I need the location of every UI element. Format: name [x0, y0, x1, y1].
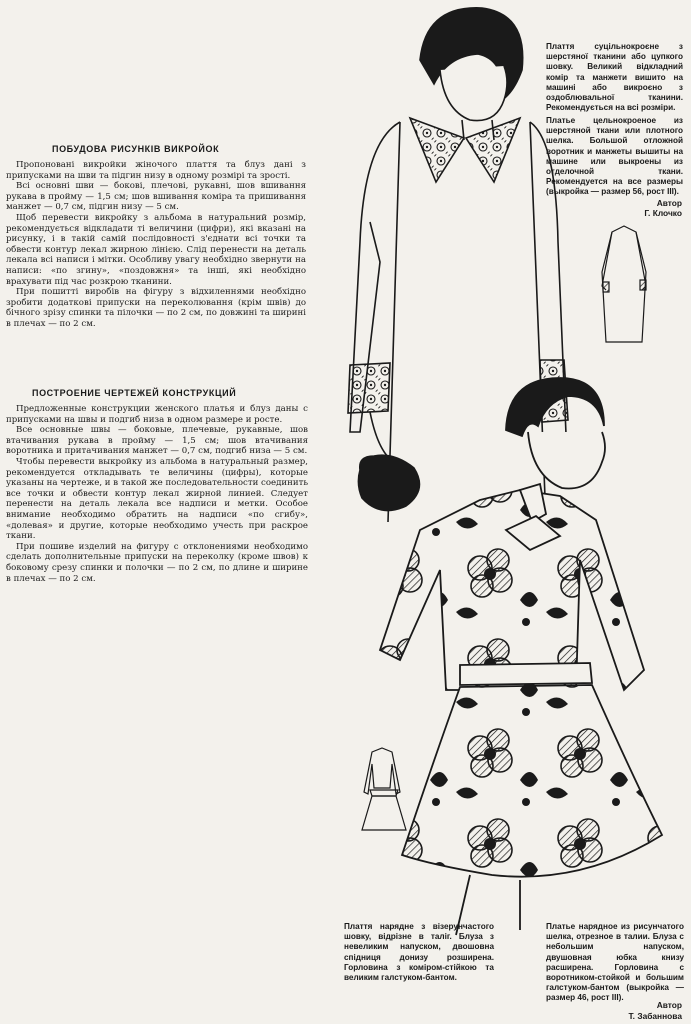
sketch-small-dress-1: [602, 226, 646, 342]
caption-dress2-ua: Плаття нарядне з візерунчастого шовку, відрізне в таліг. Блуза з невеликим напуском, двошовна спідниця донизу розширена. Горловина з коміром-стійкою та великим галстуком-бантом.: [344, 922, 494, 983]
paragraph: Все основные швы — боковые, плечевые, рукавные, шов втачивания рукава в пройму — 1,5 см; шов втачивания воротника и притачивания манжет — 0,7 см, подгиб низа — 5 см.: [6, 425, 308, 457]
sketch-small-dress-2: [362, 748, 406, 830]
paragraph: Пропоновані викройки жіночого плаття та блуз дані з припусками на шви та підгин низу в одному розмірі та зрості.: [6, 160, 306, 181]
paragraph: При пошитті виробів на фігуру з відхиленнями необхідно зробити додаткові припуски на переколювання (крім швів) до бічного зрізу спинки та пілочки — по 2 см, по довжині та ширині в плечах — по 2 см.: [6, 287, 306, 329]
author-label-1: Автор: [656, 198, 682, 208]
author-label-2: Автор: [656, 1000, 682, 1010]
caption-dress2-ru: Платье нарядное из рисунчатого шелка, отрезное в талии. Блуза с небольшим напуском, двушовная юбка книзу расширена. Горловина с воротником-стойкой и большим галстуком-бантом (выкройка — размер 46, рост III).: [546, 922, 684, 1003]
caption-dress1-ru: Платье цельнокроеное из шерстяной ткани или плотного шелка. Большой отложной воротник и манжеты вышиты на машине или выкроены из отделочной ткани. Рекомендуется на все размеры (выкройка — размер 56, рост III).: [546, 116, 683, 197]
author-name-2: Т. Забаннова: [628, 1011, 682, 1021]
figure-bottom-dress: [380, 378, 662, 935]
paragraph: Щоб перевести викройку з альбома в натуральний розмір, рекомендується відкладати ті величини (цифри), які вказані на рисунку, і в такій самій послідовності з'єднати всі точки та обвести контур лекал жирною лінією. Слід перенести на деталь лекала всі написи і мітки. Особливу увагу необхідно звернути на написи: «по згину», «поздовжня» та інші, які необхідно врахувати під час розкрою тканини.: [6, 212, 306, 287]
heading-ru: ПОСТРОЕНИЕ ЧЕРТЕЖЕЙ КОНСТРУКЦИЙ: [32, 388, 237, 398]
paragraph: Предложенные конструкции женского платья и блуз даны с припусками на швы и подгиб низа в одном размере и росте.: [6, 404, 308, 425]
heading-ua: ПОБУДОВА РИСУНКІВ ВИКРОЙОК: [52, 144, 220, 154]
author-name-1: Г. Клочко: [644, 208, 682, 218]
caption-dress1-ua: Плаття суцільнокроєне з шерстяної тканини або цупкого шовку. Великий відкладний комір та манжети вишито на машині або викроєно з оздоблювальної тканини. Рекомендується на всі розміри.: [546, 42, 683, 113]
paragraph: Всі основні шви — бокові, плечові, рукавні, шов вшивання рукава в пройму — 1,5 см; шов вшивання коміра та пришивання манжет — 0,7 см, підгин низу — 5 см.: [6, 181, 306, 213]
paragraph: При пошиве изделий на фигуру с отклонениями необходимо сделать дополнительные припуски на переколку (кроме швов) к боковому срезу спинки и полочки — по 2 см, по длине и ширине в плечах — по 2 см.: [6, 541, 308, 584]
paragraph: Чтобы перевести выкройку из альбома в натуральный размер, рекомендуется откладывать те величины (цифры), которые указаны на чертеже, и в такой же последовательности соединить все точки и обвести контур лекал жирной линией. Следует перенести на деталь лекала все надписи и метки. Особое внимание необходимо обратить на надписи «по сгибу», «долевая» и другие, которые необходимо учесть при раскрое ткани.: [6, 456, 309, 542]
